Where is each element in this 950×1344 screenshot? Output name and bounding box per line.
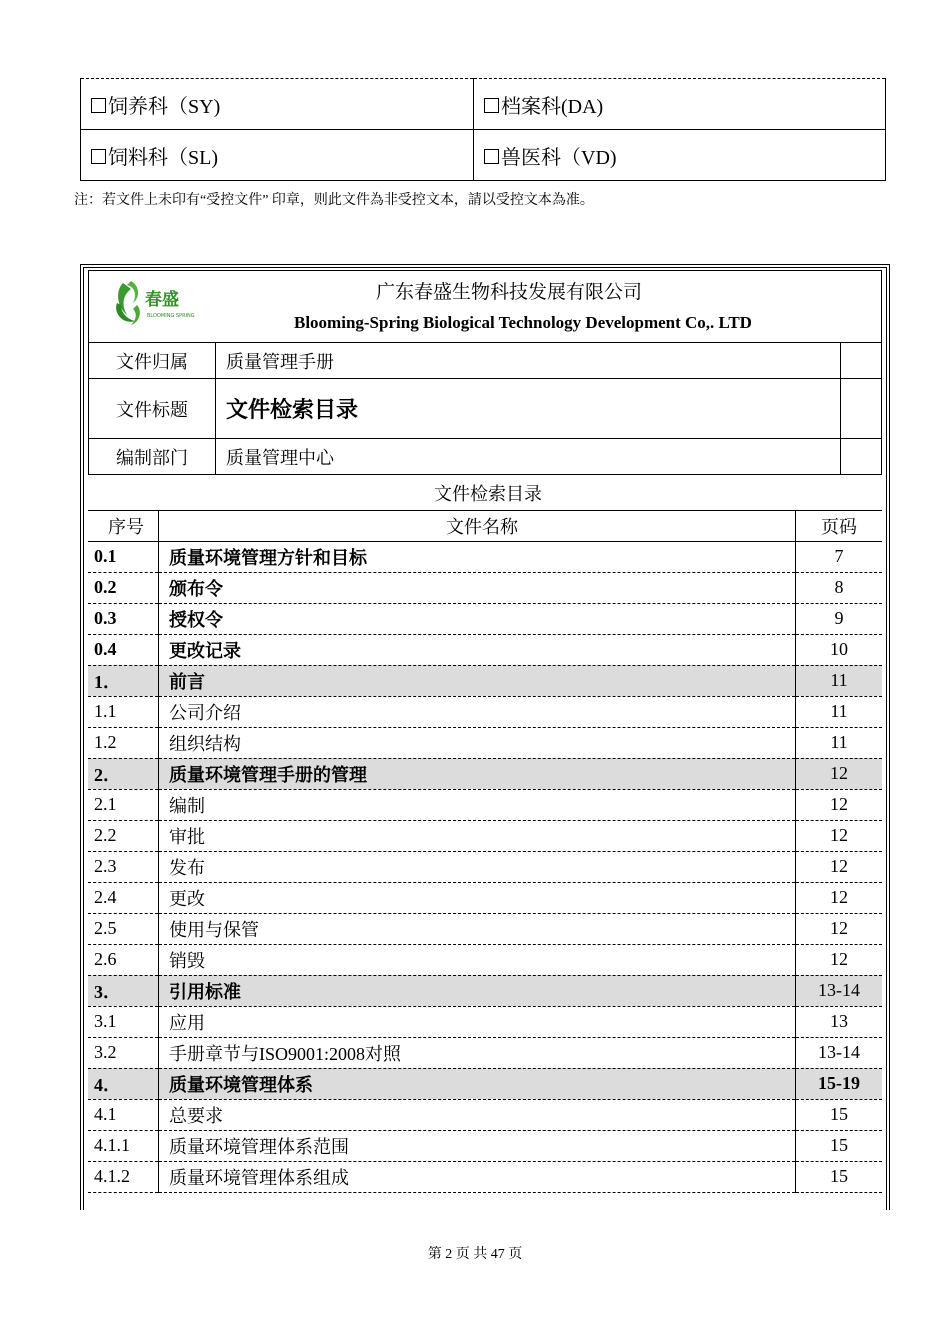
toc-row-name: 授权令 — [159, 603, 796, 634]
toc-row-number: 4． — [88, 1068, 159, 1099]
company-banner — [89, 271, 882, 343]
toc-row-name: 更改记录 — [159, 634, 796, 665]
toc-row-page: 7 — [796, 541, 883, 572]
page-footer: 第 2 页 共 47 页 — [427, 1247, 523, 1262]
toc-row-number: 4.1.2 — [88, 1161, 159, 1192]
toc-row-page: 11 — [796, 696, 883, 727]
toc-row-name: 质量环境管理方针和目标 — [159, 541, 796, 572]
distribution-cell — [474, 79, 886, 130]
toc-row-page: 12 — [796, 944, 883, 975]
toc-row-name: 质量环境管理体系组成 — [159, 1161, 796, 1192]
field-label: 编制部门 — [89, 439, 216, 475]
toc-row-number: 0.4 — [88, 634, 159, 665]
table-row — [88, 1099, 882, 1130]
table-row — [88, 603, 882, 634]
table-row — [88, 1006, 882, 1037]
svg-text:春盛: 春盛 — [145, 290, 179, 310]
toc-row-number: 1.1 — [88, 696, 159, 727]
toc-row-name: 使用与保管 — [159, 913, 796, 944]
table-row — [88, 1161, 882, 1192]
checkbox-icon[interactable] — [484, 98, 499, 113]
toc-table — [88, 476, 882, 1193]
toc-row-page: 15 — [796, 1130, 883, 1161]
toc-row-name: 发布 — [159, 851, 796, 882]
toc-row-number: 0.1 — [88, 541, 159, 572]
toc-row-number: 0.3 — [88, 603, 159, 634]
toc-row-number: 3． — [88, 975, 159, 1006]
toc-row-number: 2.6 — [88, 944, 159, 975]
toc-row-number: 2.1 — [88, 789, 159, 820]
department-label: 档案科(DA) — [501, 95, 604, 118]
table-row — [88, 1037, 882, 1068]
table-row — [88, 758, 882, 789]
toc-row-page: 11 — [796, 665, 883, 696]
toc-row-name: 审批 — [159, 820, 796, 851]
control-note: 注：若文件上未印有“受控文件” 印章，则此文件為非受控文本，請以受控文本為准。 — [74, 193, 594, 208]
document-header — [88, 270, 882, 475]
toc-row-name: 销毁 — [159, 944, 796, 975]
toc-row-page: 15 — [796, 1161, 883, 1192]
checkbox-icon[interactable] — [91, 149, 106, 164]
field-value: 质量管理手册 — [216, 343, 841, 379]
toc-row-page: 12 — [796, 789, 883, 820]
toc-row-number: 2.5 — [88, 913, 159, 944]
table-row — [88, 665, 882, 696]
toc-row-name: 引用标准 — [159, 975, 796, 1006]
field-label: 文件归属 — [89, 343, 216, 379]
department-label: 兽医科（VD) — [501, 146, 617, 169]
distribution-cell — [81, 130, 474, 181]
toc-row-number: 3.2 — [88, 1037, 159, 1068]
toc-row-name: 质量环境管理体系 — [159, 1068, 796, 1099]
toc-row-name: 质量环境管理手册的管理 — [159, 758, 796, 789]
table-row — [88, 882, 882, 913]
toc-row-page: 15 — [796, 1099, 883, 1130]
table-row — [88, 975, 882, 1006]
table-row — [88, 572, 882, 603]
toc-row-name: 组织结构 — [159, 727, 796, 758]
toc-row-name: 公司介绍 — [159, 696, 796, 727]
field-value: 质量管理中心 — [216, 439, 841, 475]
toc-row-number: 4.1.1 — [88, 1130, 159, 1161]
toc-row-name: 手册章节与ISO9001:2008对照 — [159, 1037, 796, 1068]
svg-text:BLOOMING SPRING: BLOOMING SPRING — [147, 313, 195, 319]
toc-row-page: 15-19 — [796, 1068, 883, 1099]
toc-row-name: 颁布令 — [159, 572, 796, 603]
toc-row-number: 1.2 — [88, 727, 159, 758]
toc-row-name: 质量环境管理体系范围 — [159, 1130, 796, 1161]
toc-row-page: 13 — [796, 1006, 883, 1037]
document-frame — [80, 264, 890, 1210]
toc-row-page: 10 — [796, 634, 883, 665]
checkbox-icon[interactable] — [91, 98, 106, 113]
toc-row-name: 更改 — [159, 882, 796, 913]
table-row — [88, 727, 882, 758]
toc-row-name: 总要求 — [159, 1099, 796, 1130]
distribution-row — [81, 130, 886, 181]
table-row — [88, 913, 882, 944]
toc-row-name: 前言 — [159, 665, 796, 696]
department-label: 饲料科（SL) — [108, 146, 218, 169]
toc-row-page: 12 — [796, 758, 883, 789]
distribution-table — [80, 78, 886, 181]
toc-row-page: 12 — [796, 851, 883, 882]
toc-title: 文件检索目录 — [88, 476, 882, 510]
toc-row-page: 12 — [796, 820, 883, 851]
toc-row-name: 编制 — [159, 789, 796, 820]
table-row — [88, 696, 882, 727]
toc-row-number: 2.3 — [88, 851, 159, 882]
column-header: 页码 — [796, 510, 883, 541]
toc-row-number: 4.1 — [88, 1099, 159, 1130]
table-row — [88, 820, 882, 851]
company-name-en: Blooming-Spring Biological Technology Development Co,. LTD — [294, 313, 752, 332]
toc-row-page: 8 — [796, 572, 883, 603]
toc-row-page: 12 — [796, 882, 883, 913]
toc-row-page: 11 — [796, 727, 883, 758]
toc-row-number: 2． — [88, 758, 159, 789]
table-row — [88, 851, 882, 882]
column-header: 文件名称 — [159, 510, 796, 541]
checkbox-icon[interactable] — [484, 149, 499, 164]
distribution-cell — [81, 79, 474, 130]
column-header: 序号 — [88, 510, 159, 541]
toc-row-page: 9 — [796, 603, 883, 634]
distribution-cell — [474, 130, 886, 181]
field-label: 文件标题 — [89, 379, 216, 439]
toc-row-number: 2.2 — [88, 820, 159, 851]
document-title: 文件检索目录 — [216, 379, 841, 439]
toc-row-number: 2.4 — [88, 882, 159, 913]
company-logo-icon — [109, 277, 195, 329]
toc-row-number: 3.1 — [88, 1006, 159, 1037]
toc-row-page: 12 — [796, 913, 883, 944]
distribution-row — [81, 79, 886, 130]
company-name-cn: 广东春盛生物科技发展有限公司 — [375, 282, 642, 303]
department-label: 饲养科（SY) — [108, 95, 221, 118]
toc-row-number: 0.2 — [88, 572, 159, 603]
toc-row-page: 13-14 — [796, 975, 883, 1006]
toc-row-name: 应用 — [159, 1006, 796, 1037]
table-row — [88, 634, 882, 665]
table-row — [88, 541, 882, 572]
table-row — [88, 944, 882, 975]
table-row — [88, 789, 882, 820]
table-row — [88, 1130, 882, 1161]
table-row — [88, 1068, 882, 1099]
toc-row-page: 13-14 — [796, 1037, 883, 1068]
toc-row-number: 1． — [88, 665, 159, 696]
